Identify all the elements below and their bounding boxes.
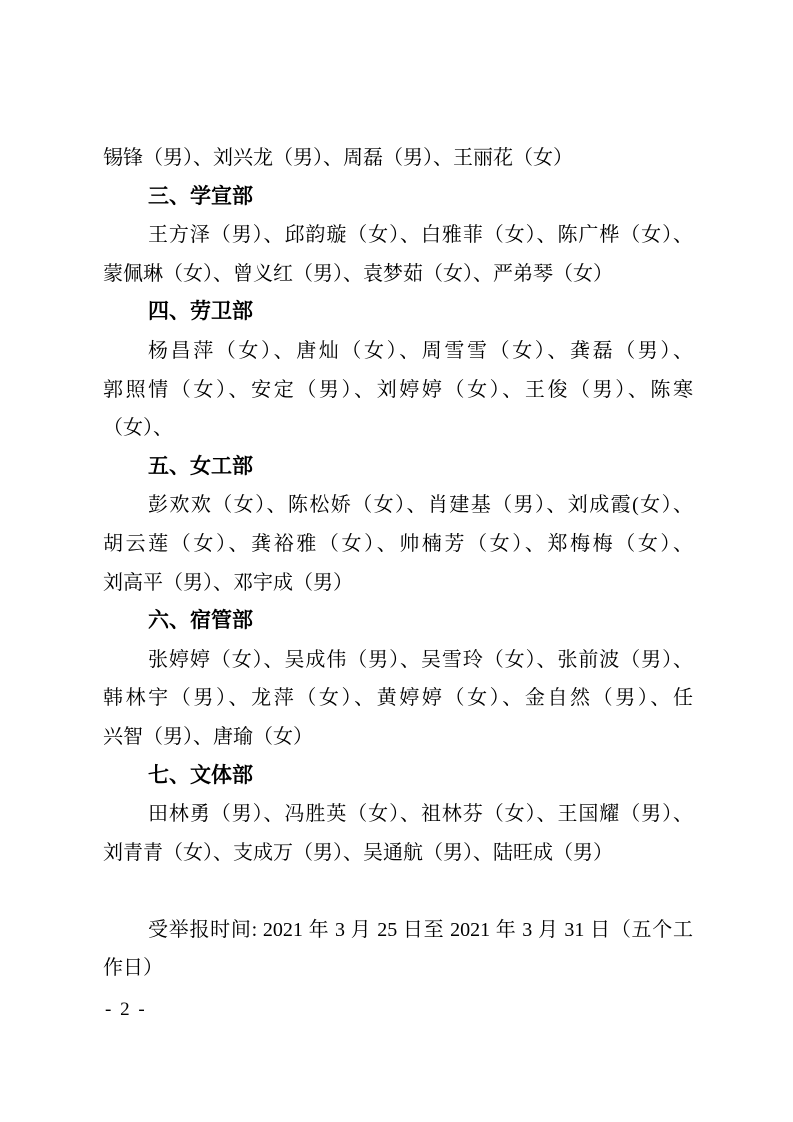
text-line: 锡锋（男）、刘兴龙（男）、周磊（男）、王丽花（女）	[103, 147, 573, 169]
text-line: 韩林宇（男）、龙萍（女）、黄婷婷（女）、金自然（男）、任	[103, 687, 693, 710]
section-heading: 四、劳卫部	[148, 300, 253, 324]
text-line: （女）、	[103, 417, 173, 440]
text-line: 张婷婷（女）、吴成伟（男）、吴雪玲（女）、张前波（男）、	[148, 648, 693, 671]
document-body	[103, 139, 693, 988]
page-number: - 2 -	[105, 999, 147, 1020]
text-line: 兴智（男）、唐瑜（女）	[103, 725, 313, 748]
section-heading: 七、文体部	[148, 763, 253, 787]
text-line: 刘青青（女）、支成万（男）、吴通航（男）、陆旺成（男）	[103, 841, 613, 864]
text-line: 胡云莲（女）、龚裕雅（女）、帅楠芳（女）、郑梅梅（女）、	[103, 532, 693, 555]
text-line: 郭照情（女）、安定（男）、刘婷婷（女）、王俊（男）、陈寒	[103, 378, 693, 401]
blank-line	[103, 872, 693, 911]
section-heading: 五、女工部	[148, 454, 253, 478]
text-line: 受举报时间: 2021 年 3 月 25 日至 2021 年 3 月 31 日（五个工	[148, 918, 693, 941]
text-line: 田林勇（男）、冯胜英（女）、祖林芬（女）、王国耀（男）、	[148, 803, 693, 826]
section-heading: 三、学宣部	[148, 184, 253, 208]
text-line: 刘高平（男）、邓宇成（男）	[103, 571, 353, 594]
text-line: 王方泽（男）、邱韵璇（女）、白雅菲（女）、陈广桦（女）、	[148, 224, 693, 247]
text-line: 杨昌萍（女）、唐灿（女）、周雪雪（女）、龚磊（男）、	[148, 339, 693, 362]
text-line: 彭欢欢（女）、陈松娇（女）、肖建基（男）、刘成霞(女）、	[148, 494, 693, 517]
section-heading: 六、宿管部	[148, 609, 253, 633]
text-line: 蒙佩琳（女）、曾义红（男）、袁梦茹（女）、严弟琴（女）	[103, 262, 613, 285]
text-line: 作日）	[103, 957, 163, 980]
